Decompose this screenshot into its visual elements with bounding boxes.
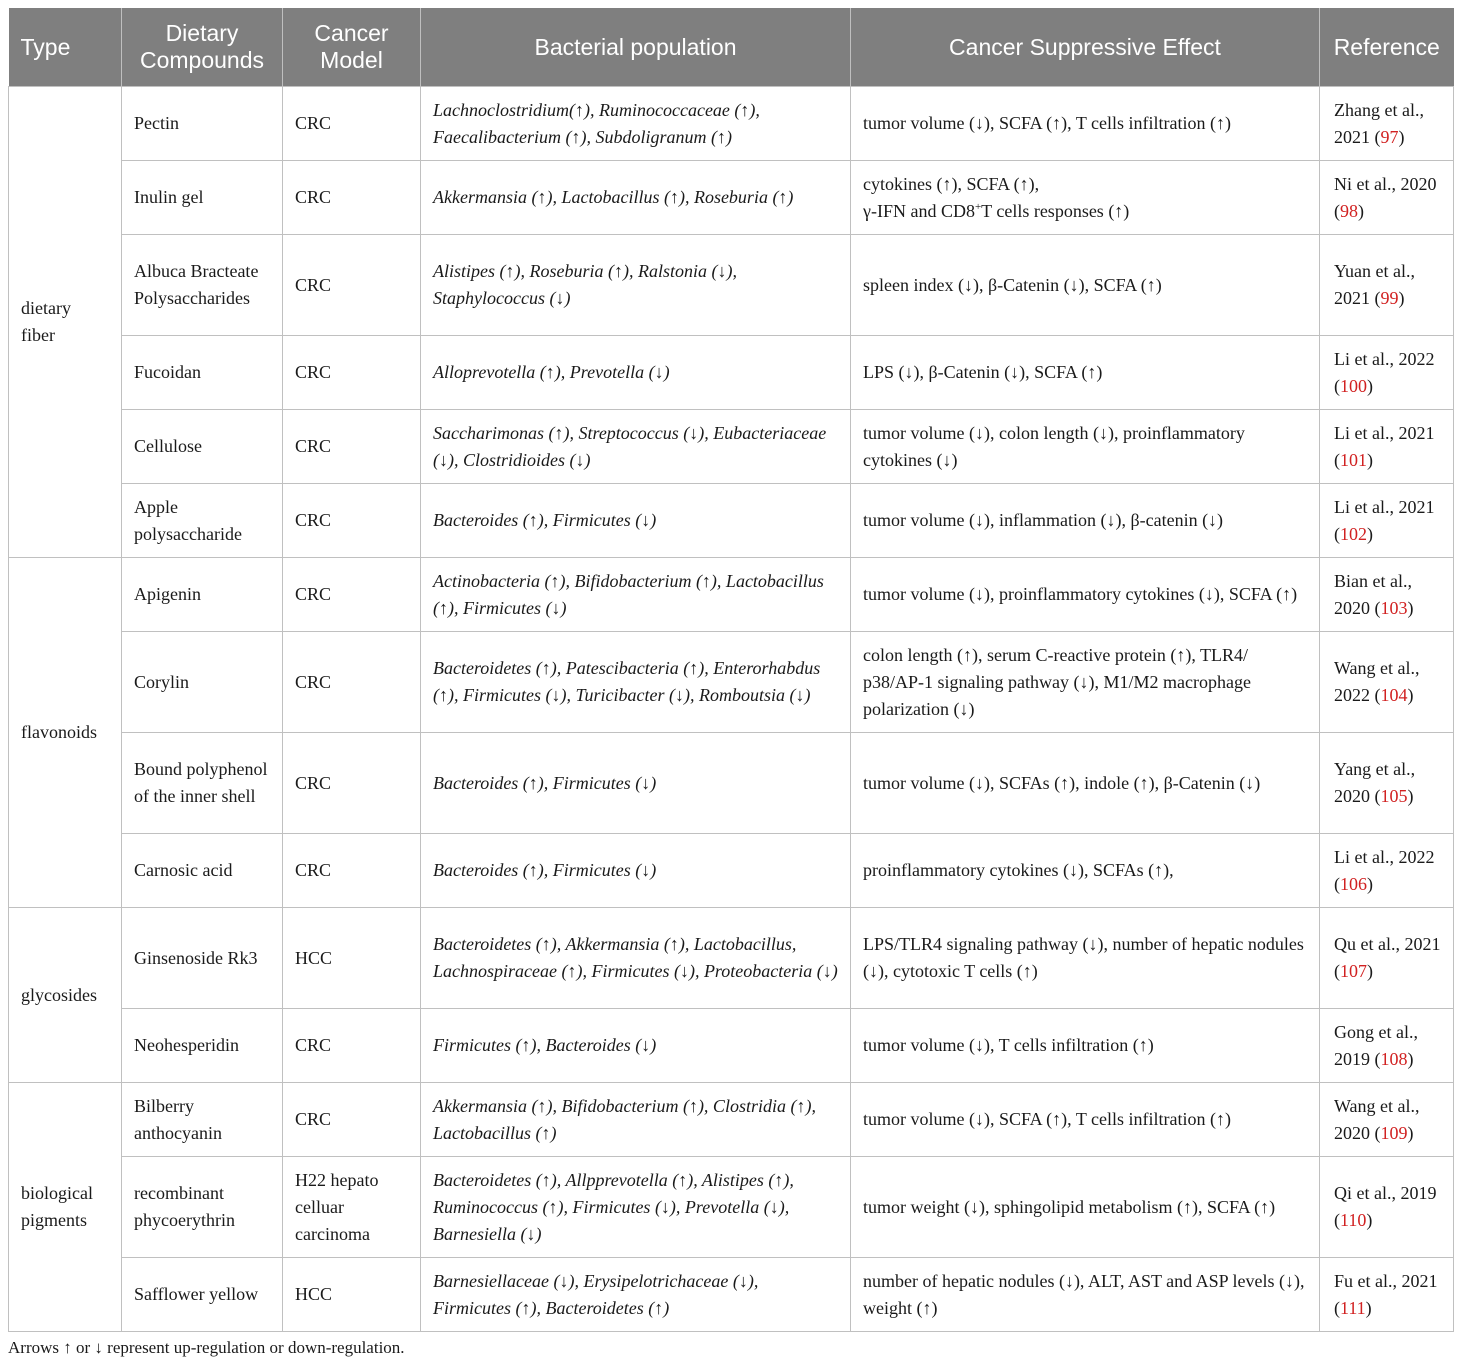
reference-link[interactable]: 102 — [1340, 523, 1367, 544]
model-cell: CRC — [283, 1083, 421, 1157]
reference-link[interactable]: 108 — [1380, 1048, 1408, 1069]
table-row — [9, 1009, 1454, 1083]
compound-cell: Fucoidan — [122, 336, 283, 410]
bacteria-cell: Barnesiellaceae (↓), Erysipelotrichaceae (↓), Firmicutes (↑), Bacteroidetes (↑) — [421, 1258, 851, 1332]
model-cell: CRC — [283, 410, 421, 484]
reference-text: Qu et al., 2021 ( — [1334, 934, 1441, 981]
effect-cell: tumor volume (↓), SCFA (↑), T cells infiltration (↑) — [851, 87, 1320, 161]
reference-text: Li et al., 2021 ( — [1334, 422, 1435, 470]
model-cell: CRC — [283, 336, 421, 410]
bacteria-cell: Akkermansia (↑), Lactobacillus (↑), Roseburia (↑) — [421, 161, 851, 235]
reference-cell: Yuan et al., 2021 (99) — [1320, 235, 1454, 336]
compound-cell: Apple polysaccharide — [122, 484, 283, 558]
effect-line: γ-IFN and CD8 — [863, 200, 975, 221]
reference-link[interactable]: 106 — [1340, 873, 1367, 894]
reference-link[interactable]: 110 — [1340, 1210, 1367, 1230]
reference-link[interactable]: 101 — [1340, 449, 1367, 470]
reference-link[interactable]: 111 — [1340, 1297, 1366, 1318]
reference-link[interactable]: 105 — [1380, 786, 1408, 806]
compound-cell: Apigenin — [122, 558, 283, 632]
effect-cell: proinflammatory cytokines (↓), SCFAs (↑), — [851, 834, 1320, 908]
header-reference: Reference — [1320, 8, 1454, 87]
table-row — [9, 558, 1454, 632]
reference-cell: Li et al., 2021 (102) — [1320, 484, 1454, 558]
type-cell: flavonoids — [9, 558, 122, 908]
compound-cell: Carnosic acid — [122, 834, 283, 908]
reference-cell: Fu et al., 2021 (111) — [1320, 1258, 1454, 1332]
effect-cell: number of hepatic nodules (↓), ALT, AST and ASP levels (↓), weight (↑) — [851, 1258, 1320, 1332]
reference-cell: Bian et al., 2020 (103) — [1320, 558, 1454, 632]
effect-cell: tumor volume (↓), colon length (↓), proinflammatory cytokines (↓) — [851, 410, 1320, 484]
compound-cell: Neohesperidin — [122, 1009, 283, 1083]
table-row — [9, 161, 1454, 235]
effect-cell: colon length (↑), serum C-reactive protein (↑), TLR4/ p38/AP-1 signaling pathway (↓), M1/M2 macrophage polarization (↓) — [851, 632, 1320, 733]
reference-link[interactable]: 103 — [1380, 597, 1408, 618]
bacteria-cell: Firmicutes (↑), Bacteroides (↓) — [421, 1009, 851, 1083]
header-dietary-compounds: Dietary Compounds — [122, 8, 283, 87]
compound-cell: Pectin — [122, 87, 283, 161]
model-cell: CRC — [283, 632, 421, 733]
reference-link[interactable]: 104 — [1380, 685, 1408, 705]
reference-link[interactable]: 100 — [1340, 375, 1367, 396]
reference-cell: Li et al., 2022 (100) — [1320, 336, 1454, 410]
reference-text: Ni et al., 2020 ( — [1334, 173, 1437, 221]
reference-cell: Li et al., 2022 (106) — [1320, 834, 1454, 908]
type-cell: glycosides — [9, 908, 122, 1083]
compound-cell: Safflower yellow — [122, 1258, 283, 1332]
reference-text: Qi et al., 2019 ( — [1334, 1183, 1437, 1230]
reference-text: Zhang et al., 2021 ( — [1334, 99, 1424, 147]
reference-link[interactable]: 107 — [1340, 961, 1367, 981]
bacteria-cell: Bacteroides (↑), Firmicutes (↓) — [421, 733, 851, 834]
table-row — [9, 235, 1454, 336]
header-type: Type — [9, 8, 122, 87]
compound-cell: Inulin gel — [122, 161, 283, 235]
effect-cell: tumor weight (↓), sphingolipid metabolism (↑), SCFA (↑) — [851, 1157, 1320, 1258]
table-row — [9, 484, 1454, 558]
reference-cell: Wang et al., 2020 (109) — [1320, 1083, 1454, 1157]
table-row — [9, 1157, 1454, 1258]
compound-cell: Cellulose — [122, 410, 283, 484]
reference-link[interactable]: 99 — [1380, 288, 1399, 308]
model-cell: CRC — [283, 235, 421, 336]
reference-cell: Li et al., 2021 (101) — [1320, 410, 1454, 484]
table-row — [9, 87, 1454, 161]
reference-text: Li et al., 2022 ( — [1334, 348, 1435, 396]
bacteria-cell: Bacteroidetes (↑), Akkermansia (↑), Lactobacillus, Lachnospiraceae (↑), Firmicutes (↓), Proteobacteria (↓) — [421, 908, 851, 1009]
header-cancer-model: Cancer Model — [283, 8, 421, 87]
table-row — [9, 733, 1454, 834]
bacteria-cell: Actinobacteria (↑), Bifidobacterium (↑), Lactobacillus (↑), Firmicutes (↓) — [421, 558, 851, 632]
table-row — [9, 1258, 1454, 1332]
reference-cell: Zhang et al., 2021 (97) — [1320, 87, 1454, 161]
bacteria-cell: Saccharimonas (↑), Streptococcus (↓), Eubacteriaceae (↓), Clostridioides (↓) — [421, 410, 851, 484]
header-bacterial-population: Bacterial population — [421, 8, 851, 87]
model-cell: H22 hepato celluar carcinoma — [283, 1157, 421, 1258]
effect-cell: tumor volume (↓), T cells infiltration (↑) — [851, 1009, 1320, 1083]
effect-cell: spleen index (↓), β-Catenin (↓), SCFA (↑) — [851, 235, 1320, 336]
superscript: + — [974, 200, 982, 213]
table-row — [9, 1083, 1454, 1157]
header-row — [9, 8, 1454, 87]
model-cell: CRC — [283, 558, 421, 632]
effect-cell: tumor volume (↓), inflammation (↓), β-catenin (↓) — [851, 484, 1320, 558]
reference-text: Gong et al., 2019 ( — [1334, 1021, 1418, 1069]
compound-cell: Corylin — [122, 632, 283, 733]
bacteria-cell: Bacteroides (↑), Firmicutes (↓) — [421, 484, 851, 558]
effect-cell: tumor volume (↓), SCFA (↑), T cells infiltration (↑) — [851, 1083, 1320, 1157]
compound-cell: Ginsenoside Rk3 — [122, 908, 283, 1009]
table-row — [9, 336, 1454, 410]
model-cell: CRC — [283, 87, 421, 161]
type-cell: biological pigments — [9, 1083, 122, 1332]
reference-text: Li et al., 2022 ( — [1334, 846, 1435, 894]
reference-text: Wang et al., 2022 ( — [1334, 658, 1420, 705]
model-cell: CRC — [283, 161, 421, 235]
compound-cell: Bilberry anthocyanin — [122, 1083, 283, 1157]
table-row — [9, 410, 1454, 484]
compound-cell: Bound polyphenol of the inner shell — [122, 733, 283, 834]
model-cell: CRC — [283, 733, 421, 834]
reference-cell: Yang et al., 2020 (105) — [1320, 733, 1454, 834]
effect-line: T cells responses (↑) — [981, 200, 1130, 221]
model-cell: HCC — [283, 1258, 421, 1332]
reference-cell: Qi et al., 2019 (110) — [1320, 1157, 1454, 1258]
reference-text: Fu et al., 2021 ( — [1334, 1270, 1438, 1318]
reference-text: Yang et al., 2020 ( — [1334, 759, 1416, 806]
reference-cell: Wang et al., 2022 (104) — [1320, 632, 1454, 733]
compound-cell: Albuca Bracteate Polysaccharides — [122, 235, 283, 336]
model-cell: CRC — [283, 1009, 421, 1083]
reference-text: Bian et al., 2020 ( — [1334, 570, 1412, 618]
effect-cell: LPS/TLR4 signaling pathway (↓), number of hepatic nodules (↓), cytotoxic T cells (↑) — [851, 908, 1320, 1009]
effect-cell: tumor volume (↓), SCFAs (↑), indole (↑), β-Catenin (↓) — [851, 733, 1320, 834]
table-row — [9, 908, 1454, 1009]
table-footnote: Arrows ↑ or ↓ represent up-regulation or down-regulation. — [8, 1338, 405, 1357]
reference-link[interactable]: 98 — [1340, 200, 1358, 221]
bacteria-cell: Alistipes (↑), Roseburia (↑), Ralstonia (↓), Staphylococcus (↓) — [421, 235, 851, 336]
effect-cell — [851, 161, 1320, 235]
model-cell: CRC — [283, 834, 421, 908]
effect-cell: tumor volume (↓), proinflammatory cytokines (↓), SCFA (↑) — [851, 558, 1320, 632]
effect-line: cytokines (↑), SCFA (↑), — [863, 173, 1040, 194]
bacteria-cell: Alloprevotella (↑), Prevotella (↓) — [421, 336, 851, 410]
reference-text: Yuan et al., 2021 ( — [1334, 261, 1415, 308]
reference-cell: Ni et al., 2020 (98) — [1320, 161, 1454, 235]
reference-cell: Qu et al., 2021 (107) — [1320, 908, 1454, 1009]
reference-link[interactable]: 97 — [1380, 126, 1399, 147]
compound-cell: recombinant phycoerythrin — [122, 1157, 283, 1258]
bacteria-cell: Lachnoclostridium(↑), Ruminococcaceae (↑), Faecalibacterium (↑), Subdoligranum (↑) — [421, 87, 851, 161]
reference-link[interactable]: 109 — [1380, 1122, 1408, 1143]
type-cell: dietary fiber — [9, 87, 122, 558]
reference-cell: Gong et al., 2019 (108) — [1320, 1009, 1454, 1083]
bacteria-cell: Akkermansia (↑), Bifidobacterium (↑), Clostridia (↑), Lactobacillus (↑) — [421, 1083, 851, 1157]
effect-cell: LPS (↓), β-Catenin (↓), SCFA (↑) — [851, 336, 1320, 410]
bacteria-cell: Bacteroides (↑), Firmicutes (↓) — [421, 834, 851, 908]
header-cancer-suppressive-effect: Cancer Suppressive Effect — [851, 8, 1320, 87]
reference-text: Li et al., 2021 ( — [1334, 496, 1435, 544]
reference-text: Wang et al., 2020 ( — [1334, 1095, 1420, 1143]
table-row — [9, 834, 1454, 908]
model-cell: HCC — [283, 908, 421, 1009]
bacteria-cell: Bacteroidetes (↑), Patescibacteria (↑), Enterorhabdus (↑), Firmicutes (↓), Turicibacter (↓), Romboutsia (↓) — [421, 632, 851, 733]
bacteria-cell: Bacteroidetes (↑), Allpprevotella (↑), Alistipes (↑), Ruminococcus (↑), Firmicutes (↓), Prevotella (↓), Barnesiella (↓) — [421, 1157, 851, 1258]
model-cell: CRC — [283, 484, 421, 558]
data-table — [8, 8, 1454, 1332]
table-row — [9, 632, 1454, 733]
